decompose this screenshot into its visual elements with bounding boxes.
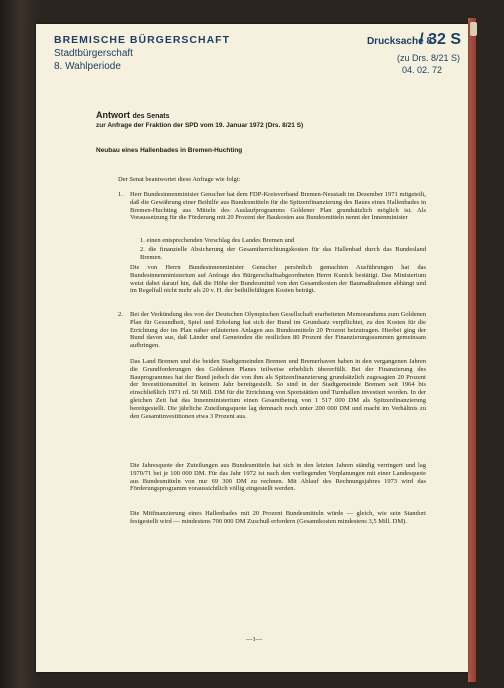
topic-heading: Neubau eines Hallenbades in Bremen-Huchting [96, 147, 243, 154]
item-2-text: Bei der Verkündung des von der Deutschen Olympischen Gesellschaft erarbeiteten Memorandums zum Goldenen Plan für Gesundheit, Spiel und Erholung hat sich der Bund im Grundsatz verpflichtet, zu den Kosten für die Errichtung der im Plan näher erläuterten Anlagen aus Bundesmitteln 20 Prozent beizutragen. Hierbei ging der Bund davon aus, daß Länder und Gemeinden die restlichen 80 Prozent der Finanzierungssummen gemeinsam aufbringen. [130, 311, 426, 350]
item-2-paragraph-4: Die Mitfinanzierung eines Hallenbades mit 20 Prozent Bundesmitteln würde — gleich, wie sein Standort festgestellt wird — mindestens 700 000 DM Zuschuß erfordern (Gesamtkosten mindestens 3,5 Mill. DM). [130, 510, 426, 525]
item-2-paragraph-2: Das Land Bremen und die beiden Stadtgemeinden Bremen und Bremerhaven haben in den vergangenen Jahren die Grundforderungen des Goldenen Planes teilweise erheblich übererfüllt. Bei der Finanzierung des Bauprogrammes hat der Bund jedoch die von ihm als Spitzenfinanzierung grundsätzlich zugesagten 20 Prozent der Investitionsmittel in keinem Jahr bereitgestellt. So sind in der Stadtgemeinde Bremen seit 1964 bis einschließlich 1971 rd. 50 Mill. DM für die Errichtung von Sportstätten und Turnhallen investiert worden. In der gleichen Zeit hat das Innenministerium einen Gesamtbetrag von 1 517 000 DM als Spitzenfinanzierung bereitgestellt. Die jährliche Zuteilungsquote lag demnach noch unter 200 000 DM und macht im Verhältnis zu den Gesamtinvestitionen etwa 3 Prozent aus. [130, 358, 426, 420]
parliament-name: BREMISCHE BÜRGERSCHAFT [54, 34, 231, 46]
chamber-name: Stadtbürgerschaft [54, 48, 133, 59]
binder-clip [470, 22, 477, 36]
page-number: —1— [246, 636, 263, 643]
intro-paragraph: Der Senat beantwortet diese Anfrage wie folgt: [118, 176, 241, 183]
binder-edge [468, 18, 476, 682]
answer-title-suffix: des Senats [132, 113, 170, 120]
document-date: 04. 02. 72 [401, 65, 442, 75]
item-1-sub-1: 1. einen entsprechenden Vorschlag des Landes Bremen und [140, 237, 295, 244]
item-2-number: 2. [118, 311, 123, 318]
answer-title-main: Antwort [96, 110, 130, 120]
print-reference: (zu Drs. 8/21 S) [396, 53, 460, 63]
item-1-number: 1. [118, 191, 123, 198]
item-1-text: Herr Bundesinnenminister Genscher hat dem FDP-Kreisverband Bremen-Neustadt im Dezember 1971 mitgeteilt, daß die Gewährung einer Beihilfe aus Bundesmitteln für die Spitzenfinanzierung des Baues eines Hallenbades in Bremen-Huchting aus Mitteln des Auslaufprogramms Goldener Plan grundsätzlich möglich ist. Als Voraussetzung für die Förderung mit 20 Prozent der Baukosten aus Bundesmitteln nennt der Innenminister [130, 191, 426, 222]
item-1-continuation: Die von Herrn Bundesinnenminister Genscher persönlich gemachten Ausführungen hat das Bundesinnenministerium auf Anfrage des Bürgerschaftsabgeordneten Herrn Kunick bestätigt. Das Ministerium weist dabei darauf hin, daß die Höhe der Bundesmittel von den Gesamtkosten der Baumaßnahmen abhängt und im Regelfall nicht mehr als 20 v. H. der beihilfefähigen Kosten beträgt. [130, 264, 426, 295]
answer-title [96, 110, 169, 120]
print-label: Drucksache 8 [366, 36, 432, 47]
answer-subtitle: zur Anfrage der Fraktion der SPD vom 19. Januar 1972 (Drs. 8/21 S) [96, 122, 304, 129]
item-2-paragraph-3: Die Jahresquote der Zuteilungen aus Bundesmitteln hat sich in den letzten Jahren ständig verringert und lag 1970/71 bei je 100 000 DM. Für das Jahr 1972 ist nach den vorliegenden Vorplanungen mit einer Landesquote aus Bundesmitteln von nur 69 300 DM zu rechnen. Mit Ablauf des Rechnungsjahres 1973 wird das Förderungsprogramm voraussichtlich völlig eingestellt werden. [130, 462, 426, 493]
election-period: 8. Wahlperiode [54, 61, 121, 72]
item-1-sub-2: 2. die finanzielle Absicherung der Gesamtherrichtungskosten für das Hallenbad durch das Bundesland Bremen. [140, 246, 426, 261]
print-number: / 32 S [419, 31, 461, 48]
